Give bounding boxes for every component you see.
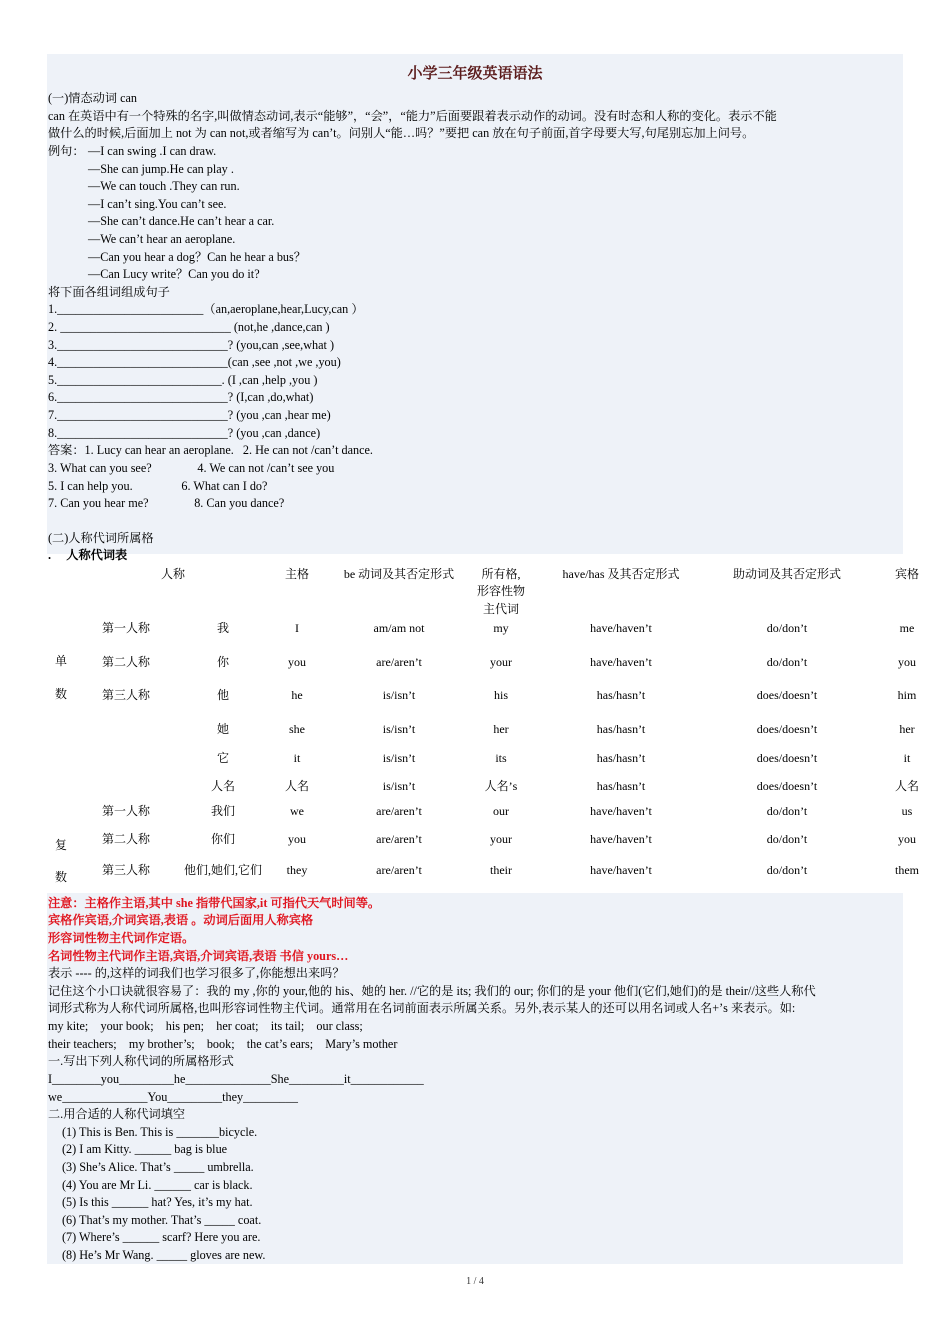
table-cell-possessive: our (493, 804, 509, 818)
example-line: —I can swing .I can draw. (88, 144, 217, 158)
table-cell-possessive: 人名’s (484, 779, 518, 793)
paragraph-line: their teachers; my brother’s; book; the cat’s ears; Mary’s mother (48, 1037, 398, 1051)
table-cell-be: is/isn’t (382, 722, 416, 736)
section1-heading: (一)情态动词 can (48, 91, 138, 105)
table-cell-pronoun-cn: 他 (216, 688, 230, 702)
page-number: 1 / 4 (466, 1276, 484, 1287)
table-cell-object: us (901, 804, 913, 818)
group-label-plural: 复 (54, 838, 68, 852)
example-line: —We can’t hear an aeroplane. (88, 232, 236, 246)
table-cell-auxiliary: does/doesn’t (756, 688, 818, 702)
table-cell-have: has/hasn’t (596, 688, 646, 702)
table-cell-be: is/isn’t (382, 751, 416, 765)
note-line: 名词性物主代词作主语,宾语,介词宾语,表语 书信 yours… (48, 949, 349, 963)
table-cell-pronoun-cn: 你 (216, 655, 230, 669)
section1-paragraph-line: can 在英语中有一个特殊的名字,叫做情态动词,表示“能够”，“会”，“能力”后面要跟着表示动作的动词。没有时态和人称的变化。表示不能 (48, 109, 777, 123)
group-label-singular: 数 (54, 687, 68, 701)
exercise2-line: (6) That’s my mother. That’s _____ coat. (62, 1213, 262, 1227)
section2-subheading: . 人称代词表 (48, 548, 128, 562)
exercise-line: 4.____________________________(can ,see ,not ,we ,you) (48, 355, 341, 369)
table-cell-subject: he (291, 688, 303, 702)
group-label-plural: 数 (54, 870, 68, 884)
exercise-title: 将下面各组词组成句子 (48, 285, 170, 299)
answer-line: 5. I can help you. 6. What can I do? (48, 479, 268, 493)
table-cell-be: are/aren’t (376, 832, 422, 846)
table-cell-object: them (895, 863, 919, 877)
table-cell-person: 第三人称 (101, 688, 151, 702)
table-cell-auxiliary: does/doesn’t (756, 722, 818, 736)
exercise-line: 8.____________________________? (you ,can ,dance) (48, 426, 321, 440)
exercise2-line: (2) I am Kitty. ______ bag is blue (62, 1142, 228, 1156)
section1-paragraph-line: 做什么的时候,后面加上 not 为 can not,或者缩写为 can’t。问别人“能…吗？”要把 can 放在句子前面,首字母要大写,句尾别忘加上问号。 (48, 126, 755, 140)
table-cell-possessive: her (493, 722, 509, 736)
table-cell-subject: she (289, 722, 305, 736)
table-cell-pronoun-cn: 你们 (210, 832, 236, 846)
table-cell-object: you (898, 832, 916, 846)
exercise2-line: (3) She’s Alice. That’s _____ umbrella. (62, 1160, 254, 1174)
table-cell-have: have/haven’t (590, 863, 652, 877)
table-header-possessive: 所有格, (481, 567, 521, 581)
answer-line: 3. What can you see? 4. We can not /can’t see you (48, 461, 335, 475)
table-cell-person: 第二人称 (101, 655, 151, 669)
table-cell-be: is/isn’t (382, 688, 416, 702)
example-line: —Can Lucy write？Can you do it? (88, 267, 260, 281)
table-cell-pronoun-cn: 他们,她们,它们 (183, 863, 263, 877)
exercise2-title: 二.用合适的人称代词填空 (48, 1107, 186, 1121)
exercise2-line: (8) He’s Mr Wang. _____ gloves are new. (62, 1248, 266, 1262)
table-cell-possessive: its (495, 751, 507, 765)
table-cell-object: you (898, 655, 916, 669)
example-line: —She can’t dance.He can’t hear a car. (88, 214, 275, 228)
table-cell-object: him (897, 688, 917, 702)
answer-line: 7. Can you hear me? 8. Can you dance? (48, 496, 285, 510)
exercise2-line: (7) Where’s ______ scarf? Here you are. (62, 1230, 261, 1244)
group-label-singular: 单 (54, 654, 68, 668)
table-cell-auxiliary: do/don’t (766, 621, 808, 635)
exercise2-line: (4) You are Mr Li. ______ car is black. (62, 1178, 253, 1192)
section2-heading: (二)人称代词所属格 (48, 531, 154, 545)
exercise-line: 1.________________________（an,aeroplane,hear,Lucy,can ） (48, 302, 364, 316)
table-cell-be: are/aren’t (376, 863, 422, 877)
exercise-line: 7.____________________________? (you ,can ,hear me) (48, 408, 331, 422)
table-cell-be: are/aren’t (376, 804, 422, 818)
example-line: —Can you hear a dog？Can he hear a bus？ (88, 250, 306, 264)
table-header-subject: 主格 (284, 567, 310, 581)
table-cell-possessive: your (490, 655, 512, 669)
table-header-have: have/has 及其否定形式 (562, 567, 680, 581)
examples-label: 例句： (48, 144, 85, 158)
paragraph-line: 词形式称为人称代词所属格,也叫形容词性物主代词。通常用在名词前面表示所属关系。另外,表示某人的还可以用名词或人名+’s 来表示。如: (48, 1001, 796, 1015)
table-header-be: be 动词及其否定形式 (343, 567, 455, 581)
table-cell-auxiliary: do/don’t (766, 655, 808, 669)
table-cell-pronoun-cn: 它 (216, 751, 230, 765)
table-header-auxiliary: 助动词及其否定形式 (732, 567, 842, 581)
table-cell-pronoun-cn: 人名 (210, 779, 236, 793)
table-cell-pronoun-cn: 我们 (210, 804, 236, 818)
table-cell-auxiliary: does/doesn’t (756, 751, 818, 765)
table-cell-possessive: his (493, 688, 509, 702)
table-cell-object: 人名 (894, 779, 920, 793)
table-header-possessive: 主代词 (482, 602, 520, 616)
exercise-line: 2. ____________________________ (not,he ,dance,can ) (48, 320, 330, 334)
exercise1-title: 一.写出下列人称代词的所属格形式 (48, 1054, 234, 1068)
exercise1-line: we______________You_________they_________ (48, 1090, 298, 1104)
table-cell-be: am/am not (373, 621, 425, 635)
table-header-possessive: 形容性物 (476, 584, 526, 598)
table-cell-person: 第一人称 (101, 621, 151, 635)
table-cell-object: her (899, 722, 915, 736)
exercise-line: 6.____________________________? (I,can ,do,what) (48, 390, 314, 404)
paragraph-line: my kite; your book; his pen; her coat; its tail; our class; (48, 1019, 363, 1033)
exercise1-line: I________you_________he______________She_________it____________ (48, 1072, 424, 1086)
table-cell-subject: it (293, 751, 301, 765)
table-cell-have: have/haven’t (590, 832, 652, 846)
table-header-object: 宾格 (894, 567, 920, 581)
table-cell-subject: I (295, 621, 299, 635)
table-cell-have: have/haven’t (590, 655, 652, 669)
table-cell-possessive: their (490, 863, 512, 877)
table-cell-person: 第一人称 (101, 804, 151, 818)
exercise-line: 5.___________________________. (I ,can ,help ,you ) (48, 373, 318, 387)
exercise-line: 3.____________________________? (you,can ,see,what ) (48, 338, 335, 352)
table-cell-be: is/isn’t (382, 779, 416, 793)
table-cell-possessive: your (490, 832, 512, 846)
answer-line: 答案：1. Lucy can hear an aeroplane. 2. He can not /can’t dance. (48, 443, 373, 457)
example-line: —I can’t sing.You can’t see. (88, 197, 227, 211)
note-line: 形容词性物主代词作定语。 (48, 931, 195, 945)
exercise2-line: (5) Is this ______ hat? Yes, it’s my hat. (62, 1195, 253, 1209)
table-cell-subject: you (288, 832, 306, 846)
table-cell-auxiliary: do/don’t (766, 804, 808, 818)
table-cell-have: have/haven’t (590, 621, 652, 635)
table-cell-have: has/hasn’t (596, 779, 646, 793)
exercise2-line: (1) This is Ben. This is _______bicycle. (62, 1125, 258, 1139)
table-cell-have: has/hasn’t (596, 722, 646, 736)
table-cell-subject: you (288, 655, 306, 669)
table-cell-auxiliary: do/don’t (766, 832, 808, 846)
example-line: —We can touch .They can run. (88, 179, 240, 193)
paragraph-line: 记住这个小口诀就很容易了：我的 my ,你的 your,他的 his、她的 her. //它的是 its; 我们的 our; 你们的是 your 他们(它们,她们)的是 their//这些人称代 (48, 984, 816, 998)
table-cell-subject: they (286, 863, 308, 877)
table-cell-person: 第二人称 (101, 832, 151, 846)
table-cell-subject: we (290, 804, 304, 818)
table-cell-possessive: my (493, 621, 509, 635)
paragraph-line: 表示 ---- 的,这样的词我们也学习很多了,你能想出来吗？ (48, 966, 345, 980)
note-line: 注意：主格作主语,其中 she 指带代国家,it 可指代天气时间等。 (48, 896, 381, 910)
example-line: —She can jump.He can play . (88, 162, 234, 176)
note-line: 宾格作宾语,介词宾语,表语 。动词后面用人称宾格 (48, 913, 314, 927)
table-cell-person: 第三人称 (101, 863, 151, 877)
page-title: 小学三年级英语语法 (407, 65, 543, 82)
table-cell-auxiliary: do/don’t (766, 863, 808, 877)
table-cell-pronoun-cn: 她 (216, 722, 230, 736)
table-header-person: 人称 (160, 567, 186, 581)
table-cell-be: are/aren’t (376, 655, 422, 669)
table-cell-pronoun-cn: 我 (216, 621, 230, 635)
table-cell-auxiliary: does/doesn’t (756, 779, 818, 793)
table-cell-have: have/haven’t (590, 804, 652, 818)
table-cell-object: it (903, 751, 911, 765)
table-cell-subject: 人名 (284, 779, 310, 793)
table-cell-object: me (899, 621, 915, 635)
table-cell-have: has/hasn’t (596, 751, 646, 765)
